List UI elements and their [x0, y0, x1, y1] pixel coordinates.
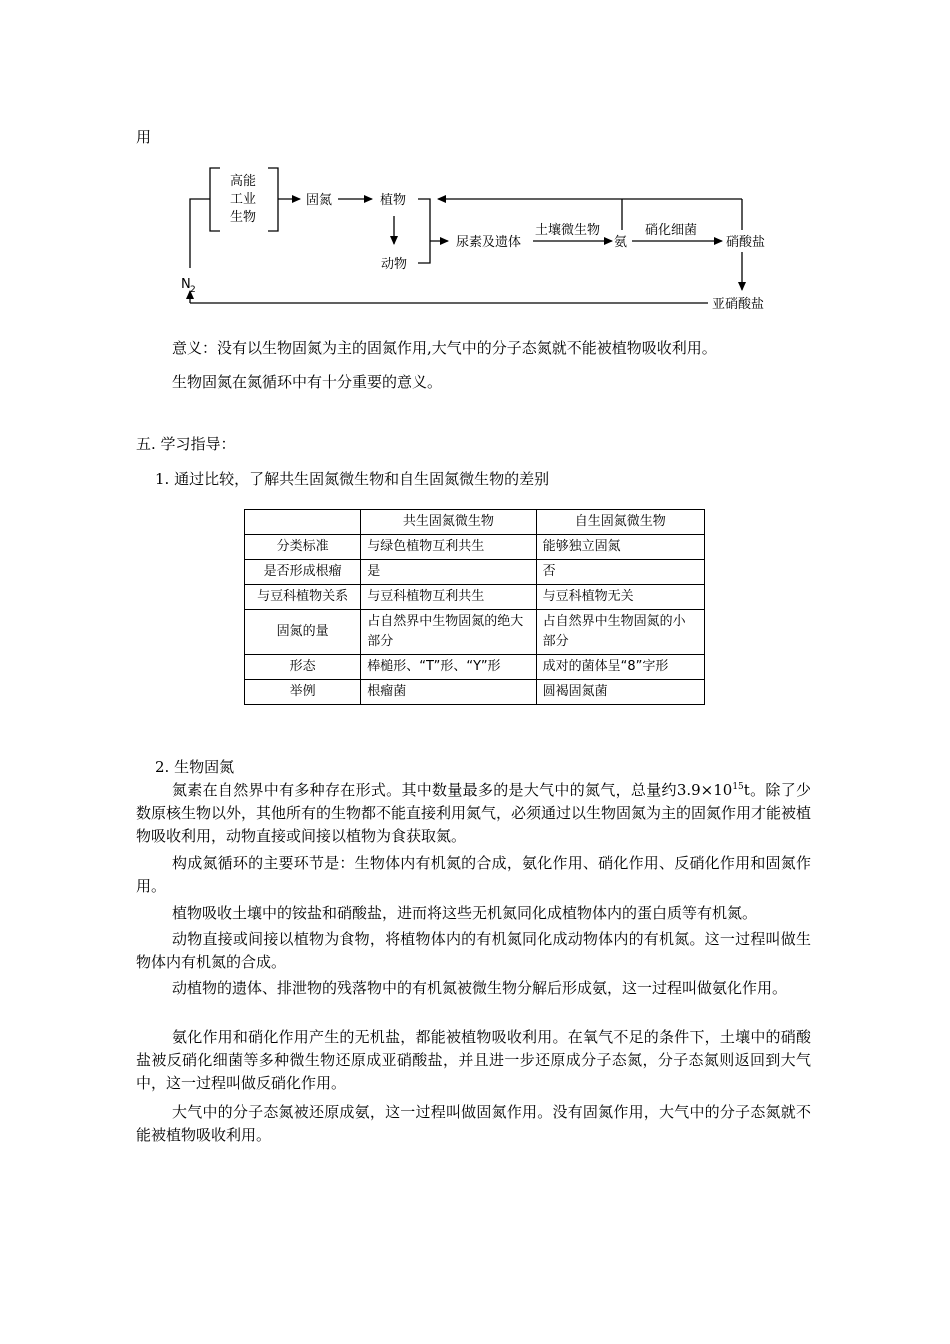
table-cell: 成对的菌体呈“8”字形 — [536, 655, 704, 680]
table-cell: 是 — [361, 560, 536, 585]
table-cell: 与绿色植物互利共生 — [361, 535, 536, 560]
item-2-title: 2. 生物固氮 — [155, 758, 235, 776]
table-header-cell — [245, 510, 361, 535]
table-cell: 是否形成根瘤 — [245, 560, 361, 585]
source-biological: 生物 — [230, 210, 257, 225]
table-cell: 圆褐固氮菌 — [536, 680, 704, 705]
organisms-bracket — [418, 199, 430, 263]
significance-text: 意义：没有以生物固氮为主的固氮作用,大气中的分子态氮就不能被植物吸收利用。 — [172, 339, 717, 357]
plants-label: 植物 — [380, 193, 407, 208]
paragraph-1-a: 氮素在自然界中有多种存在形式。其中数量最多的是大气中的氮气，总量约3.9×10 — [172, 781, 733, 799]
table-cell: 固氮的量 — [245, 610, 361, 655]
table-cell: 与豆科植物关系 — [245, 585, 361, 610]
source-bracket-right — [268, 168, 278, 231]
n2-label: N — [181, 277, 191, 292]
item-1-title: 1. 通过比较，了解共生固氮微生物和自生固氮微生物的差别 — [155, 470, 550, 488]
comparison-table — [244, 509, 705, 705]
paragraph-2: 构成氮循环的主要环节是：生物体内有机氮的合成，氨化作用、硝化作用、反硝化作用和固氮作用。 — [136, 854, 811, 895]
paragraph-1-exponent: 15 — [732, 782, 744, 792]
table-cell: 能够独立固氮 — [536, 535, 704, 560]
source-industrial: 工业 — [230, 192, 257, 207]
paragraph-3: 植物吸收土壤中的铵盐和硝酸盐，进而将这些无机氮同化成植物体内的蛋白质等有机氮。 — [172, 904, 758, 922]
paragraph-6: 氨化作用和硝化作用产生的无机盐，都能被植物吸收利用。在氧气不足的条件下，土壤中的硝酸盐被反硝化细菌等多种微生物还原成亚硝酸盐，并且进一步还原成分子态氮，分子态氮则返回到大气中，这一过程叫做反硝化作用。 — [136, 1028, 811, 1092]
table-cell: 占自然界中生物固氮的小部分 — [536, 610, 704, 655]
nitrite-label: 亚硝酸盐 — [712, 297, 765, 312]
nitrate-label: 硝酸盐 — [726, 235, 766, 250]
nitrifying-bacteria-label: 硝化细菌 — [645, 223, 698, 238]
table-row — [245, 585, 705, 610]
table-cell: 棒槌形、“T”形、“Y”形 — [361, 655, 536, 680]
ammonia-label: 氨 — [614, 235, 628, 250]
significance-text-2: 生物固氮在氮循环中有十分重要的意义。 — [172, 373, 443, 391]
table-cell: 与豆科植物无关 — [536, 585, 704, 610]
table-cell: 形态 — [245, 655, 361, 680]
table-cell: 否 — [536, 560, 704, 585]
table-header-cell: 共生固氮微生物 — [361, 510, 536, 535]
table-header-cell: 自生固氮微生物 — [536, 510, 704, 535]
paragraph-1 — [136, 779, 811, 848]
source-high-energy: 高能 — [230, 174, 257, 189]
source-bracket-left — [210, 168, 220, 231]
paragraph-5: 动植物的遗体、排泄物的残落物中的有机氮被微生物分解后形成氨，这一过程叫做氨化作用。 — [172, 979, 788, 997]
table-cell: 分类标准 — [245, 535, 361, 560]
table-header-row — [245, 510, 705, 535]
section-5-title: 五. 学习指导： — [136, 435, 236, 453]
table-row — [245, 680, 705, 705]
table-cell: 举例 — [245, 680, 361, 705]
table-row — [245, 610, 705, 655]
animals-label: 动物 — [381, 257, 408, 272]
nitrogen-cycle-diagram — [0, 0, 950, 330]
table-cell: 根瘤菌 — [361, 680, 536, 705]
urea-remains-label: 尿素及遗体 — [456, 235, 522, 250]
table-cell: 与豆科植物互利共生 — [361, 585, 536, 610]
table-row — [245, 560, 705, 585]
table-cell: 占自然界中生物固氮的绝大部分 — [361, 610, 536, 655]
table-row — [245, 655, 705, 680]
paragraph-4: 动物直接或间接以植物为食物，将植物体内的有机氮同化成动物体内的有机氮。这一过程叫做生物体内有机氮的合成。 — [136, 930, 811, 971]
soil-microbes-label: 土壤微生物 — [535, 223, 601, 238]
paragraph-7: 大气中的分子态氮被还原成氨，这一过程叫做固氮作用。没有固氮作用，大气中的分子态氮就不能被植物吸收利用。 — [136, 1103, 811, 1144]
n2-subscript: 2 — [190, 285, 196, 295]
fixed-nitrogen-label: 固氮 — [306, 193, 333, 208]
n2-to-source-line — [190, 199, 210, 268]
table-row — [245, 535, 705, 560]
paragraph-1-b: t。除了少数原核生物以外，其他所有的生物都不能直接利用氮气，必须通过以生物固氮为主的固氮作用才能被植物吸收利用，动物直接或间接以植物为食获取氮。 — [136, 781, 812, 845]
top-fragment: 用 — [136, 128, 152, 146]
